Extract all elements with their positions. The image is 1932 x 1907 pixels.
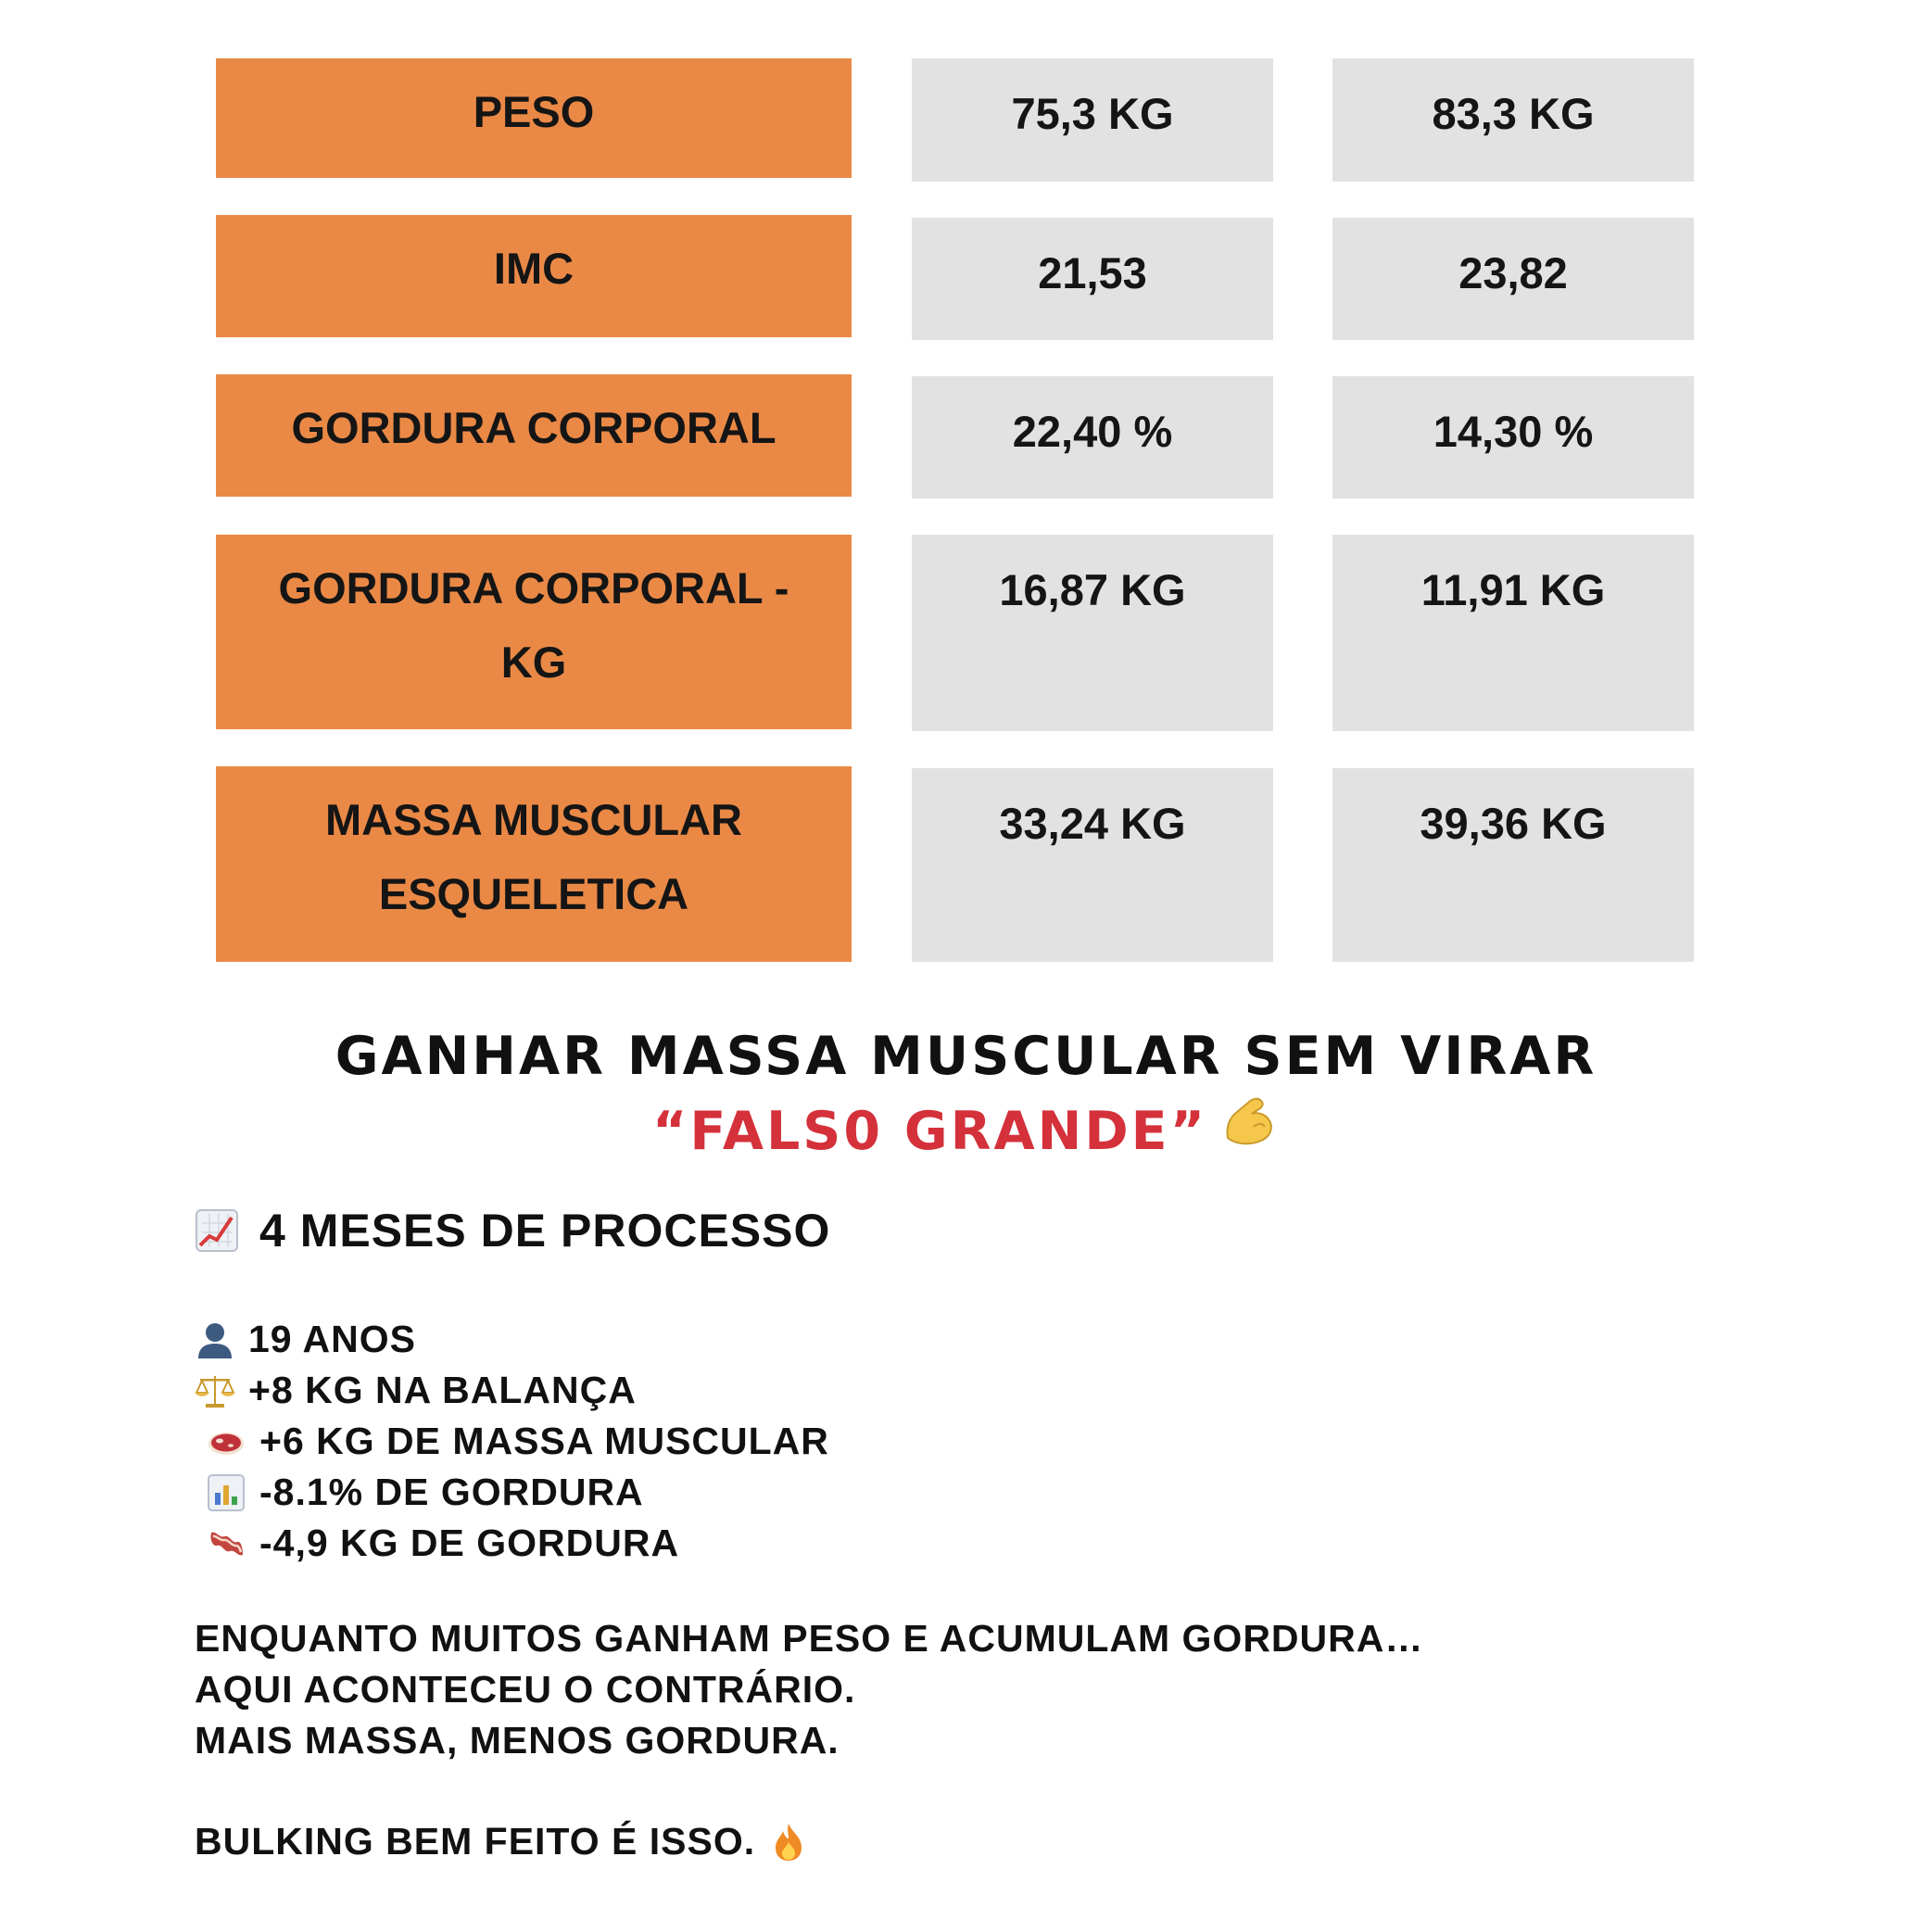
- stat-text: -8.1% DE GORDURA: [259, 1471, 644, 1513]
- value-text: 11,91 KG: [1421, 565, 1606, 614]
- label-line: ESQUELETICA: [378, 869, 689, 918]
- value-text: 23,82: [1458, 248, 1568, 297]
- paragraph-line: AQUI ACONTECEU O CONTRÁRIO.: [195, 1668, 856, 1711]
- label-gordura-corporal-kg: [216, 535, 852, 729]
- value-gordura-kg-before: [912, 535, 1273, 731]
- value-massa-before: [912, 768, 1273, 962]
- stats-list: [195, 1314, 829, 1569]
- value-text: 33,24 KG: [999, 799, 1186, 848]
- value-gordura-kg-after: [1332, 535, 1694, 731]
- fire-icon: [768, 1822, 809, 1863]
- person-icon: [195, 1320, 235, 1360]
- meat-icon: [206, 1421, 246, 1462]
- description-paragraph: [195, 1613, 1423, 1766]
- paragraph-line: ENQUANTO MUITOS GANHAM PESO E ACUMULAM GORDURA…: [195, 1617, 1424, 1660]
- label-line: KG: [500, 638, 567, 687]
- balance-scale-icon: [195, 1370, 235, 1411]
- label-peso: [216, 58, 852, 178]
- value-imc-after: [1332, 218, 1694, 340]
- stat-text: 19 ANOS: [248, 1318, 416, 1360]
- value-text: 16,87 KG: [999, 565, 1186, 614]
- stat-item-age: [195, 1314, 829, 1365]
- value-peso-after: [1332, 58, 1694, 182]
- value-text: 75,3 KG: [1011, 89, 1174, 138]
- value-imc-before: [912, 218, 1273, 340]
- label-gordura-corporal: [216, 374, 852, 497]
- process-subheading: [195, 1203, 830, 1258]
- label-line: MASSA MUSCULAR: [325, 795, 742, 844]
- closing-line: [195, 1816, 809, 1867]
- value-text: 14,30 %: [1433, 407, 1594, 456]
- label-line: PESO: [473, 87, 595, 136]
- value-text: 83,3 KG: [1432, 89, 1595, 138]
- headline-line-1: [0, 1019, 1932, 1093]
- label-line: IMC: [493, 244, 575, 293]
- label-line: GORDURA CORPORAL -: [278, 563, 789, 613]
- headline-line-2: [0, 1094, 1932, 1168]
- stat-text: +8 KG NA BALANÇA: [248, 1369, 637, 1411]
- stat-item-muscle: [206, 1416, 829, 1467]
- stat-text: +6 KG DE MASSA MUSCULAR: [259, 1420, 829, 1462]
- label-line: GORDURA CORPORAL: [291, 403, 777, 452]
- value-gordura-before: [912, 376, 1273, 499]
- label-massa-muscular: [216, 766, 852, 962]
- label-imc: [216, 215, 852, 337]
- value-text: 39,36 KG: [1420, 799, 1607, 848]
- value-peso-before: [912, 58, 1273, 182]
- stat-item-weight: [195, 1365, 829, 1416]
- flexed-biceps-icon: [1220, 1090, 1280, 1168]
- headline-text: GANHAR MASSA MUSCULAR SEM VIRAR: [335, 1026, 1597, 1087]
- value-text: 21,53: [1038, 248, 1147, 297]
- chart-increasing-icon: [195, 1208, 239, 1253]
- headline-accent-text: “FALS0 GRANDE”: [651, 1101, 1208, 1162]
- value-gordura-after: [1332, 376, 1694, 499]
- value-text: 22,40 %: [1012, 407, 1173, 456]
- value-massa-after: [1332, 768, 1694, 962]
- bacon-icon: [206, 1523, 246, 1564]
- bar-chart-icon: [206, 1472, 246, 1513]
- stat-item-fat-kg: [206, 1518, 829, 1569]
- subheading-text: 4 MESES DE PROCESSO: [259, 1205, 831, 1257]
- closing-text: BULKING BEM FEITO É ISSO.: [195, 1820, 756, 1863]
- stat-text: -4,9 KG DE GORDURA: [259, 1522, 680, 1564]
- stat-item-fat-percent: [206, 1467, 829, 1518]
- paragraph-line: MAIS MASSA, MENOS GORDURA.: [195, 1719, 840, 1762]
